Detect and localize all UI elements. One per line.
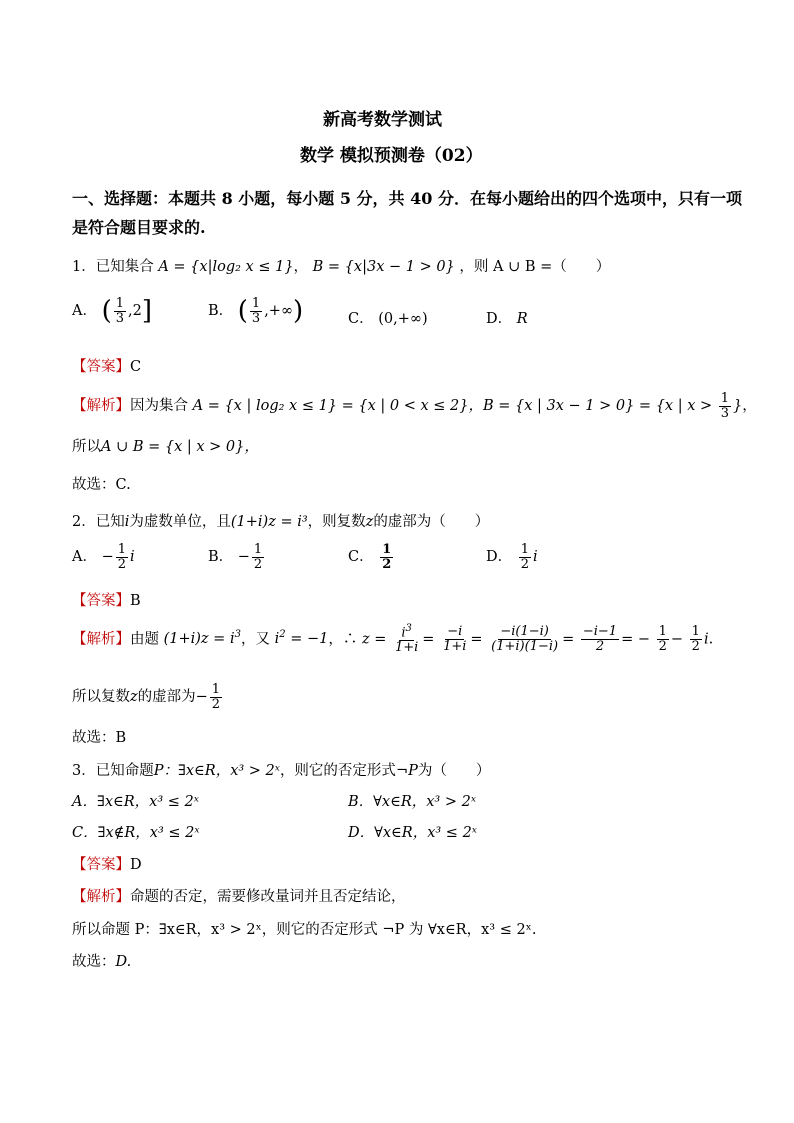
document-title: 新高考数学测试 xyxy=(323,110,442,130)
q2-opt-c-label: C． xyxy=(348,549,374,566)
q3-analysis-text: 命题的否定，需要修改量词并且否定结论， xyxy=(130,889,406,905)
q1-answer xyxy=(72,355,141,376)
section-heading: 一、选择题：本题共 8 小题，每小题 5 分，共 40 分．在每小题给出的四个选项中，只有一项 xyxy=(72,189,742,208)
q2-option-a: A． − $\frac{1}{2}$ i xyxy=(72,542,135,572)
q1-analysis-intro: 因为集合 xyxy=(130,398,188,415)
q2-answer-value: B xyxy=(130,593,141,609)
analysis-tag: 【解析】 xyxy=(72,889,130,905)
q1-opt-d-value: R xyxy=(516,311,528,327)
q2-stem-suffix: ，则复数 xyxy=(307,514,366,530)
q1-stem: 1．已知集合 A = {x|log₂ x ≤ 1}， B = {x|3x − 1 > 0} ，则 A ∪ B =（ ） xyxy=(72,259,611,275)
q1-analysis-line1: A = {x | log₂ x ≤ 1} = {x | 0 < x ≤ 2}，B = {x | 3x − 1 > 0} = xyxy=(192,398,652,415)
q1-answer-value: C xyxy=(130,359,142,375)
q2-stem-mid: 为虚数单位，且 xyxy=(129,514,231,530)
analysis-tag: 【解析】 xyxy=(72,631,130,648)
answer-tag: 【答案】 xyxy=(72,593,130,609)
q2-option-c: C． $\frac{1}{2}$ xyxy=(348,542,392,572)
q2-conclusion-suffix: 的虚部为 xyxy=(137,689,196,706)
q2-conclusion-z: z xyxy=(130,689,138,706)
q1-opt-a-label: A． xyxy=(72,303,97,319)
choose-label: 故选： xyxy=(72,730,116,746)
q1-stem-prefix: 1．已知集合 xyxy=(72,259,154,275)
choose-label: 故选： xyxy=(72,477,116,493)
q3-stem-p: P xyxy=(153,763,164,779)
q2-conclusion: 所以复数z的虚部为− $\frac{1}{2}$ xyxy=(72,682,221,712)
q2-option-b: B． − $\frac{1}{2}$ xyxy=(208,542,263,572)
q2-analysis: 【解析】由题 $(1+i)z = i^3$，又 $i^2 = -1$，∴ z = $\frac{i^3}{1+i}$ = $\frac{-i}{1+i}$ = $\frac{-i(1-i)}{(1+i)(1-i)}$ = $\frac{-i-1}{2}$ = − $\frac{1}{2}$ − $\frac{1}{2}$ i. xyxy=(72,623,714,655)
q1-choose xyxy=(72,473,131,494)
q2-analysis-also: ，又 xyxy=(240,631,270,648)
q1-option-d xyxy=(486,307,528,328)
q2-opt-b-label: B． xyxy=(208,549,234,566)
q1-option-c xyxy=(348,307,428,328)
q1-set-a: A = {x|log₂ x ≤ 1} xyxy=(158,259,294,275)
q2-choose-value: B xyxy=(115,730,127,746)
q3-answer-value: D xyxy=(130,857,142,873)
q1-conclusion-set: A ∪ B = {x | x > 0}， xyxy=(101,439,259,455)
q1-analysis-conclusion xyxy=(72,435,259,456)
q1-option-b: B． ( $\frac{1}{3}$ ,+∞) xyxy=(208,295,304,326)
q2-conclusion-prefix: 所以复数 xyxy=(72,689,130,706)
q3-option-a: A．∃x∈R，x³ ≤ 2ˣ xyxy=(72,794,199,810)
q2-stem-end: 的虚部为（ ） xyxy=(373,514,490,530)
q3-stem-prefix: 3．已知命题 xyxy=(72,763,154,779)
q1-opt-c-label: C． xyxy=(348,311,374,327)
q2-answer xyxy=(72,589,141,610)
q1-opt-b-label: B． xyxy=(208,303,234,319)
q2-stem-prefix: 2．已知 xyxy=(72,514,125,530)
q2-stem-i: i xyxy=(124,514,130,530)
q1-set-b: B = {x|3x − 1 > 0} xyxy=(312,259,455,275)
q1-analysis: 【解析】因为集合 A = {x | log₂ x ≤ 1} = {x | 0 < x ≤ 2}，B = {x | 3x − 1 > 0} = {x | x > $\frac{1}{3}$ }， xyxy=(72,391,757,421)
q1-opt-d-label: D． xyxy=(486,311,513,327)
q2-opt-a-label: A． xyxy=(72,549,97,566)
q3-analysis xyxy=(72,885,406,906)
analysis-tag: 【解析】 xyxy=(72,398,130,415)
q3-stem-suffix: ，则它的否定形式 xyxy=(279,763,396,779)
q1-option-a: A． ( $\frac{1}{3}$ ,2] xyxy=(72,295,153,326)
q2-option-d: D． $\frac{1}{2}$ i xyxy=(486,542,538,572)
q1-stem-suffix: ，则 A ∪ B =（ ） xyxy=(459,259,611,275)
document-subtitle: 数学 模拟预测卷（02） xyxy=(300,146,483,166)
q3-stem xyxy=(72,759,490,780)
q3-option-c: C．∃x∉R，x³ ≤ 2ˣ xyxy=(72,825,200,841)
q3-option-d: D．∀x∈R，x³ ≤ 2ˣ xyxy=(348,825,477,841)
section-heading-cont: 是符合题目要求的. xyxy=(72,218,206,237)
q2-stem xyxy=(72,510,489,531)
q1-choose-value: C. xyxy=(115,477,131,493)
choose-label: 故选： xyxy=(72,954,116,970)
q3-choose-value: D. xyxy=(115,954,132,970)
q3-choose xyxy=(72,950,131,971)
q3-option-b: B．∀x∈R，x³ > 2ˣ xyxy=(348,794,476,810)
q2-analysis-intro: 由题 xyxy=(130,631,159,648)
q3-answer xyxy=(72,853,142,874)
answer-tag: 【答案】 xyxy=(72,857,130,873)
q2-choose xyxy=(72,726,126,747)
q2-stem-eq: (1+i)z = i³ xyxy=(230,514,308,530)
q3-stem-body: ：∃x∈R，x³ > 2ˣ xyxy=(163,763,280,779)
q2-stem-z: z xyxy=(365,514,374,530)
q1-opt-c-value: (0,+∞) xyxy=(378,311,428,327)
q3-conclusion: 所以命题 P：∃x∈R，x³ > 2ˣ，则它的否定形式 ¬P 为 ∀x∈R，x³ ≤ 2ˣ. xyxy=(72,922,537,938)
q1-conclusion-prefix: 所以 xyxy=(72,439,101,455)
q2-opt-d-label: D． xyxy=(486,549,513,566)
q3-stem-end: 为（ ） xyxy=(417,763,491,779)
answer-tag: 【答案】 xyxy=(72,359,130,375)
q3-stem-notp: ¬P xyxy=(395,763,418,779)
